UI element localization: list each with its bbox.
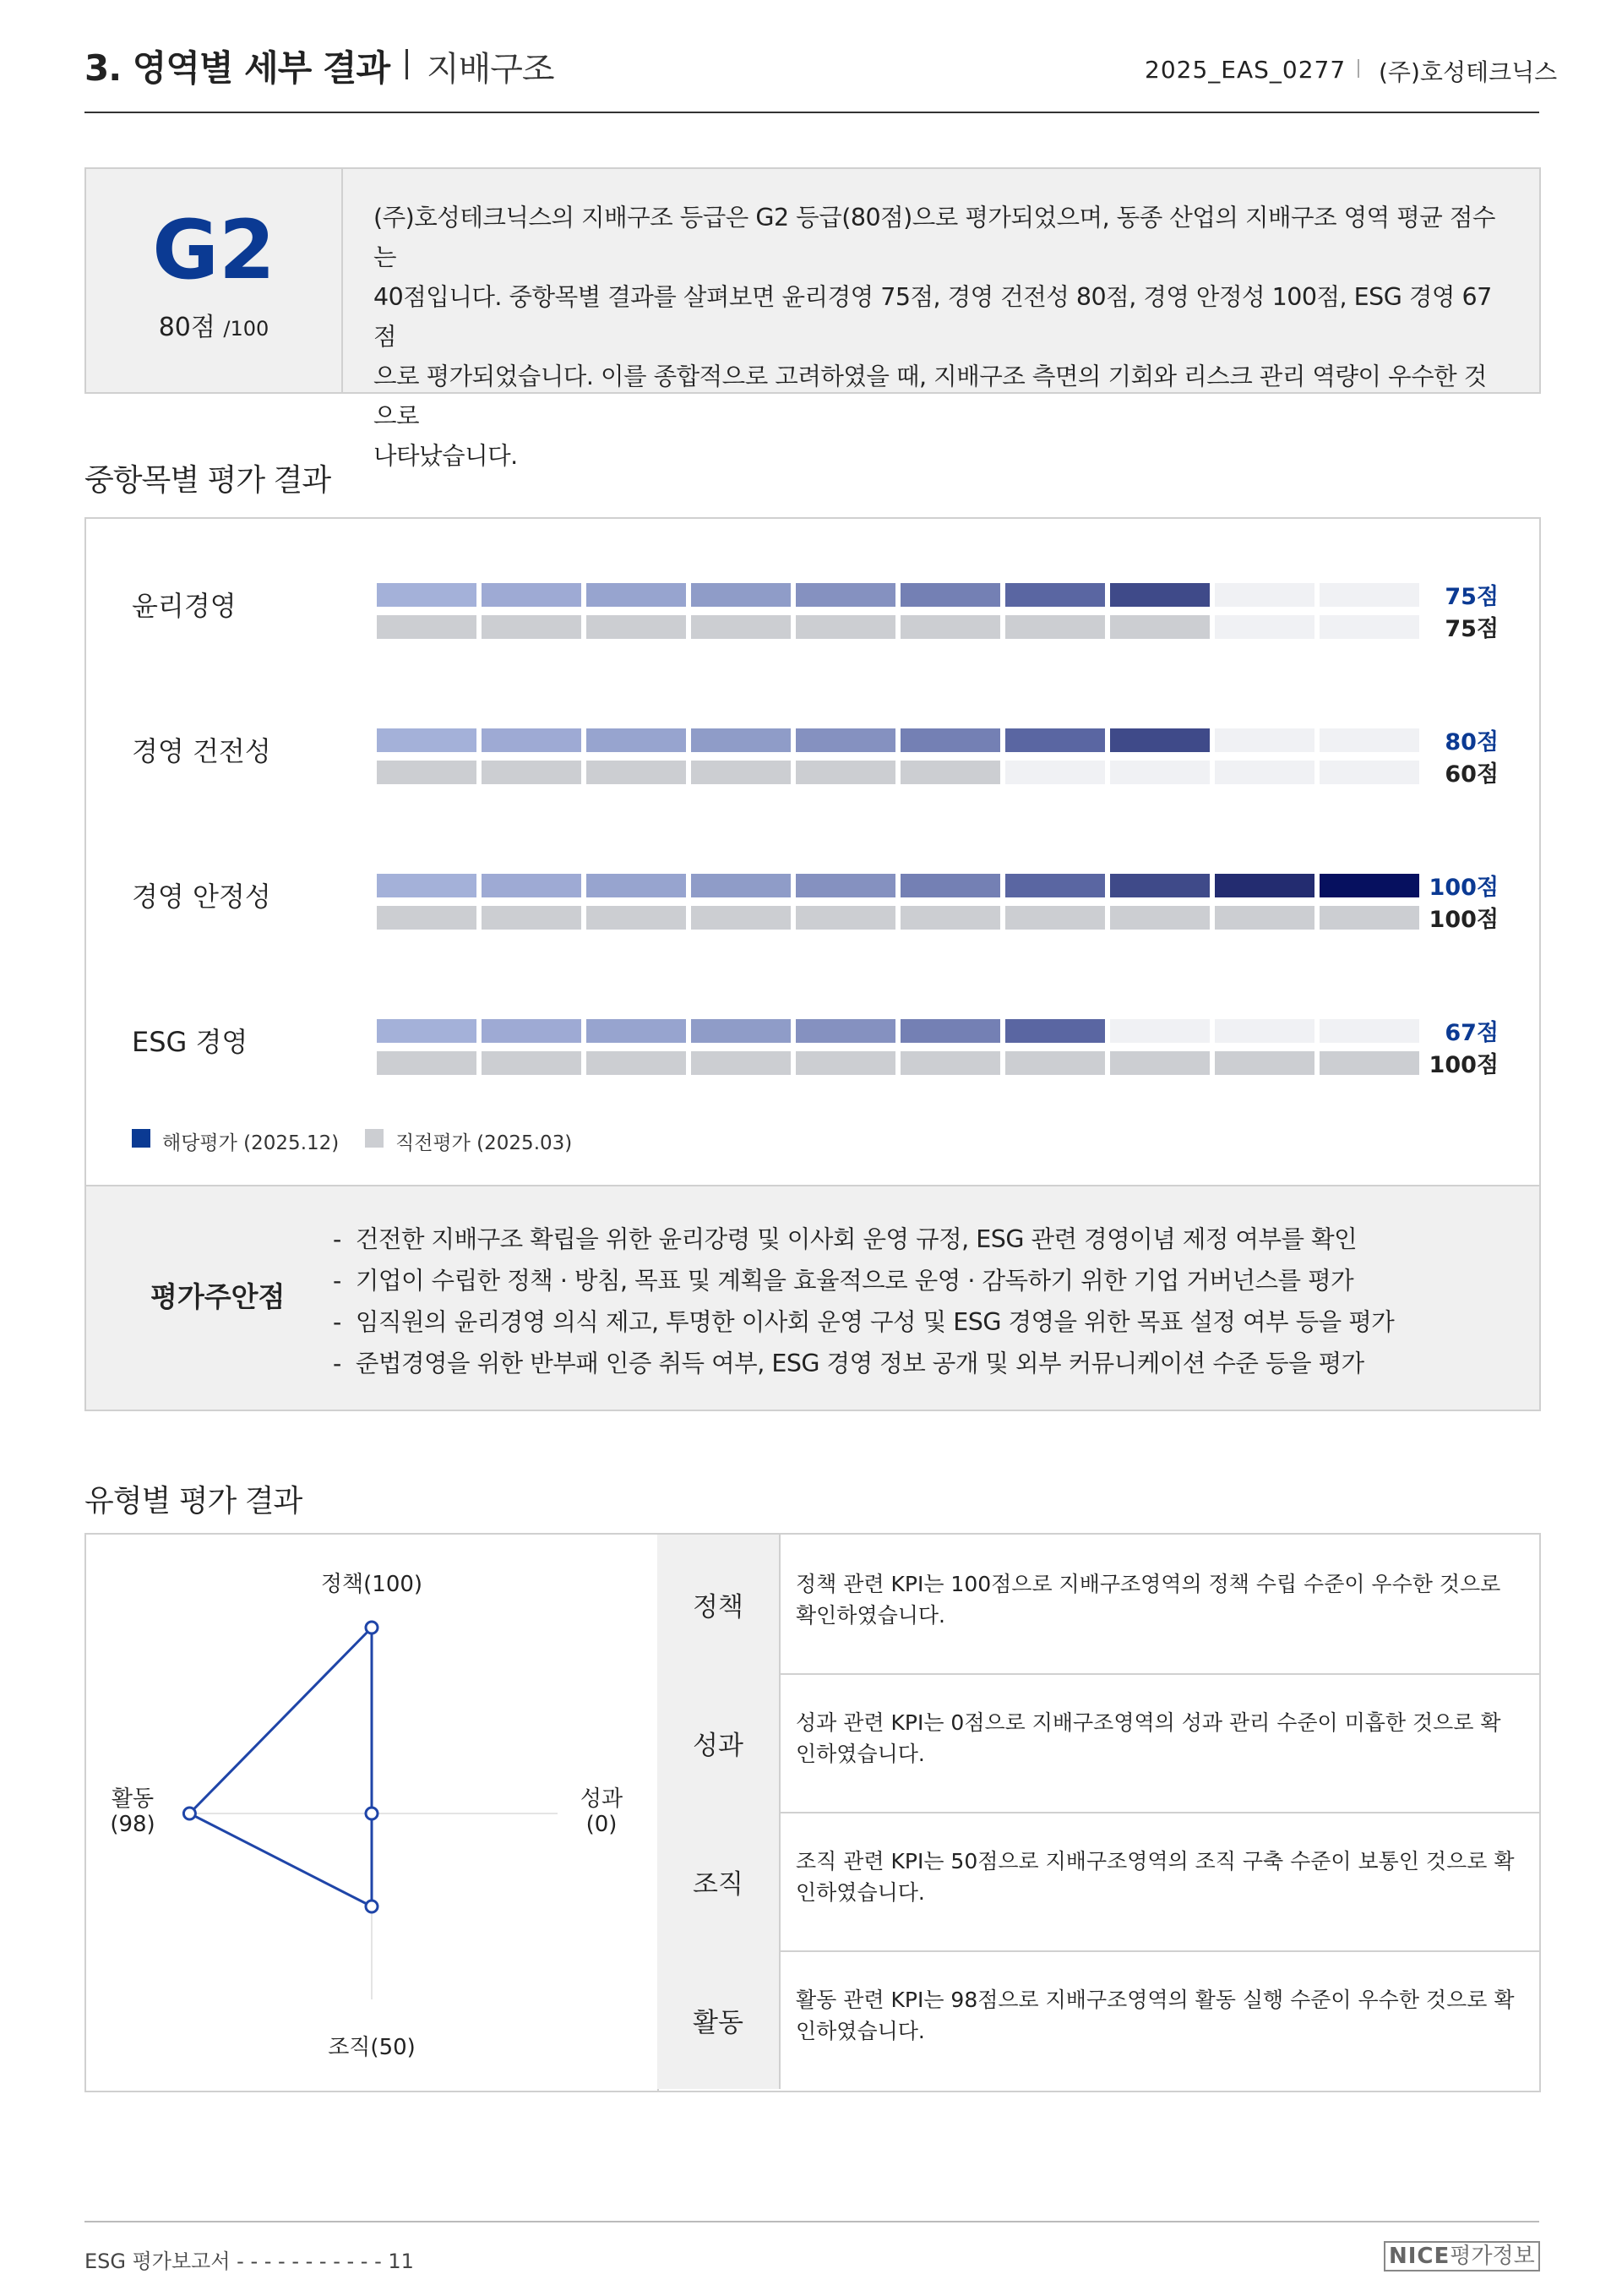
bar-segment-current [1320, 1019, 1419, 1043]
type-description-line: 확인하였습니다. [796, 1603, 945, 1628]
summary-divider [341, 169, 343, 392]
bar-segment-current [1110, 874, 1210, 897]
summary-text [373, 198, 1505, 476]
bar-segment-current [377, 583, 476, 607]
bar-segment-previous [1215, 761, 1314, 784]
type-description-line: 인하였습니다. [796, 1742, 925, 1766]
note-text: 임직원의 윤리경영 의식 제고, 투명한 이사회 운영 구성 및 ESG 경영을 위한 목표 설정 여부 등을 평가 [355, 1308, 1395, 1336]
bar-segment-previous [901, 906, 1000, 930]
score-value: 80점 [158, 313, 215, 342]
radar-label-activity [86, 1786, 179, 1837]
bar-segment-previous [691, 1051, 791, 1075]
note-item: - 기업이 수립한 정책 · 방침, 목표 및 계획을 효율적으로 운영 · 감독하기 위한 기업 거버넌스를 평가 [333, 1267, 1354, 1295]
type-row-policy [657, 1535, 1539, 1675]
radar-chart [86, 1535, 659, 2091]
nice-logo [1384, 2241, 1540, 2271]
type-description [796, 1984, 1522, 2047]
note-item: - 준법경영을 위한 반부패 인증 취득 여부, ESG 경영 정보 공개 및 외부 커뮤니케이션 수준 등을 평가 [333, 1350, 1364, 1377]
bar-segment-current [586, 583, 686, 607]
note-item: - 임직원의 윤리경영 의식 제고, 투명한 이사회 운영 구성 및 ESG 경영을 위한 목표 설정 여부 등을 평가 [333, 1308, 1395, 1336]
radar-label-performance [551, 1786, 652, 1837]
bar-segment-previous [482, 1051, 581, 1075]
radar-label-policy: 정책(100) [320, 1572, 423, 1597]
bar-segment-previous [586, 615, 686, 639]
category-label: 윤리경영 [132, 590, 237, 622]
title-separator [406, 49, 408, 79]
legend-swatch-previous [365, 1129, 384, 1148]
bar-segment-previous [1005, 1051, 1105, 1075]
bar-segment-current [901, 583, 1000, 607]
type-name: 정책 [657, 1535, 781, 1673]
type-description-line: 인하였습니다. [796, 1880, 925, 1905]
bar-segment-current [796, 874, 895, 897]
bar-segment-current [691, 728, 791, 752]
bar-segment-previous [796, 761, 895, 784]
bar-segment-current [1110, 728, 1210, 752]
radar-label-value: (0) [585, 1812, 618, 1837]
bar-segment-previous [586, 1051, 686, 1075]
legend-label-current: 해당평가 (2025.12) [162, 1132, 340, 1154]
bar-segment-previous [796, 1051, 895, 1075]
type-name: 활동 [657, 1950, 781, 2089]
score-max: /100 [223, 317, 269, 341]
bar-segment-previous [1215, 615, 1314, 639]
notes-title: 평가주안점 [150, 1280, 286, 1313]
type-description [796, 1846, 1522, 1908]
bar-segment-current [691, 874, 791, 897]
bar-segment-previous [691, 615, 791, 639]
bar-segment-current [1110, 1019, 1210, 1043]
type-section-title: 유형별 평가 결과 [84, 1484, 302, 1519]
bar-segment-current [482, 728, 581, 752]
bar-segment-previous [1005, 615, 1105, 639]
summary-line: 40점입니다. 중항목별 결과를 살펴보면 윤리경영 75점, 경영 건전성 80점, 경영 안정성 100점, ESG 경영 67점 [373, 283, 1492, 351]
bar-segment-previous [1005, 761, 1105, 784]
grade-badge: G2 [152, 203, 275, 297]
summary-box [84, 167, 1541, 470]
report-code: 2025_EAS_0277 [1145, 56, 1347, 84]
type-description-line: 정책 관련 KPI는 100점으로 지배구조영역의 정책 수립 수준이 우수한 것으로 [796, 1572, 1501, 1596]
type-name: 조직 [657, 1812, 781, 1950]
type-row-activity [657, 1950, 1539, 2089]
bar-segment-previous [1320, 906, 1419, 930]
bar-segment-current [691, 583, 791, 607]
bar-segment-previous [377, 1051, 476, 1075]
note-text: 기업이 수립한 정책 · 방침, 목표 및 계획을 효율적으로 운영 · 감독하기 위한 기업 거버넌스를 평가 [355, 1267, 1354, 1295]
bar-segment-current [377, 874, 476, 897]
type-name: 성과 [657, 1673, 781, 1812]
value-label-previous: 60점 [1445, 761, 1499, 788]
header-rule [84, 112, 1539, 113]
type-description-line: 활동 관련 KPI는 98점으로 지배구조영역의 활동 실행 수준이 우수한 것으로 확 [796, 1988, 1515, 2012]
bar-segment-previous [1110, 1051, 1210, 1075]
bar-segment-current [901, 728, 1000, 752]
header-divider [1358, 59, 1359, 78]
radar-point [183, 1808, 195, 1819]
bar-segment-current [691, 1019, 791, 1043]
footer-rule [84, 2221, 1539, 2222]
bar-segment-previous [482, 906, 581, 930]
bar-segment-previous [796, 615, 895, 639]
page-subtitle: 지배구조 [427, 50, 554, 89]
evaluation-notes [84, 1185, 1541, 1411]
footer-page-info: ESG 평가보고서 - - - - - - - - - - - 11 [84, 2250, 414, 2273]
note-text: 건전한 지배구조 확립을 위한 윤리강령 및 이사회 운영 규정, ESG 관련 경영이념 제정 여부를 확인 [355, 1225, 1358, 1253]
bar-segment-previous [1110, 761, 1210, 784]
bar-segment-current [1320, 728, 1419, 752]
type-description [796, 1568, 1522, 1631]
category-label: 경영 안정성 [132, 881, 271, 913]
value-label-current: 100점 [1429, 875, 1499, 901]
value-label-previous: 100점 [1429, 1052, 1499, 1078]
bar-segment-current [1005, 1019, 1105, 1043]
summary-line: 으로 평가되었습니다. 이를 종합적으로 고려하였을 때, 지배구조 측면의 기회와 리스크 관리 역량이 우수한 것으로 [373, 363, 1487, 430]
bar-segment-current [1215, 874, 1314, 897]
bar-segment-previous [691, 906, 791, 930]
radar-polygon [189, 1628, 372, 1906]
type-row-organization [657, 1812, 1539, 1952]
radar-point [366, 1808, 378, 1819]
logo-sub: 평가정보 [1450, 2244, 1535, 2269]
bar-segment-current [482, 583, 581, 607]
bar-segment-previous [1215, 906, 1314, 930]
company-name: (주)호성테크닉스 [1379, 58, 1558, 86]
bar-chart [84, 517, 1541, 1188]
bar-segment-previous [796, 906, 895, 930]
bar-segment-current [586, 874, 686, 897]
bar-segment-previous [901, 761, 1000, 784]
radar-point [366, 1901, 378, 1912]
logo-main: NICE [1389, 2244, 1451, 2269]
bar-segment-current [482, 874, 581, 897]
bar-segment-current [377, 1019, 476, 1043]
bar-segment-previous [377, 906, 476, 930]
bar-segment-previous [1320, 1051, 1419, 1075]
type-description-line: 조직 관련 KPI는 50점으로 지배구조영역의 조직 구축 수준이 보통인 것으로 확 [796, 1849, 1515, 1873]
bar-segment-current [1215, 583, 1314, 607]
bar-segment-current [377, 728, 476, 752]
radar-label-name: 성과 [580, 1786, 623, 1812]
radar-label-name: 활동 [111, 1786, 155, 1812]
bar-segment-previous [482, 761, 581, 784]
note-item: - 건전한 지배구조 확립을 위한 윤리강령 및 이사회 운영 규정, ESG 관련 경영이념 제정 여부를 확인 [333, 1225, 1358, 1253]
grade-score [86, 306, 341, 343]
bar-segment-current [796, 583, 895, 607]
category-label: ESG 경영 [132, 1026, 248, 1058]
bar-segment-previous [377, 615, 476, 639]
bar-segment-previous [901, 1051, 1000, 1075]
value-label-current: 67점 [1445, 1020, 1499, 1046]
bar-segment-previous [1005, 906, 1105, 930]
midcat-section-title: 중항목별 평가 결과 [84, 463, 331, 498]
bar-segment-current [796, 1019, 895, 1043]
bar-segment-current [1110, 583, 1210, 607]
bar-segment-current [1215, 728, 1314, 752]
bar-segment-previous [1110, 906, 1210, 930]
type-description [796, 1707, 1522, 1770]
bar-segment-previous [1110, 615, 1210, 639]
bar-segment-current [1320, 583, 1419, 607]
bar-segment-current [901, 1019, 1000, 1043]
category-label: 경영 건전성 [132, 735, 271, 767]
bar-segment-previous [586, 906, 686, 930]
type-description-line: 성과 관련 KPI는 0점으로 지배구조영역의 성과 관리 수준이 미흡한 것으로 확 [796, 1710, 1501, 1735]
bar-segment-current [586, 1019, 686, 1043]
radar-label-value: (98) [110, 1812, 155, 1837]
bar-segment-previous [901, 615, 1000, 639]
legend-label-previous: 직전평가 (2025.03) [395, 1132, 573, 1154]
page-title: 3. 영역별 세부 결과 [84, 47, 390, 89]
bar-segment-previous [482, 615, 581, 639]
bar-segment-previous [691, 761, 791, 784]
bar-segment-previous [1320, 761, 1419, 784]
bar-segment-current [1320, 874, 1419, 897]
bar-segment-current [1005, 583, 1105, 607]
bar-segment-current [901, 874, 1000, 897]
bar-segment-current [796, 728, 895, 752]
bar-segment-previous [1320, 615, 1419, 639]
note-text: 준법경영을 위한 반부패 인증 취득 여부, ESG 경영 정보 공개 및 외부 커뮤니케이션 수준 등을 평가 [355, 1350, 1364, 1377]
bar-segment-current [1005, 874, 1105, 897]
value-label-previous: 100점 [1429, 907, 1499, 933]
bar-segment-current [1005, 728, 1105, 752]
bar-segment-previous [586, 761, 686, 784]
summary-line: 나타났습니다. [373, 442, 518, 470]
type-description-line: 인하였습니다. [796, 2019, 925, 2043]
radar-label-organization: 조직(50) [328, 2035, 416, 2060]
type-results [84, 1533, 1541, 2092]
radar-point [366, 1622, 378, 1633]
bar-segment-previous [377, 761, 476, 784]
summary-line: (주)호성테크닉스의 지배구조 등급은 G2 등급(80점)으로 평가되었으며, 동종 산업의 지배구조 영역 평균 점수는 [373, 204, 1495, 271]
bar-segment-current [1215, 1019, 1314, 1043]
type-row-performance [657, 1673, 1539, 1813]
value-label-current: 80점 [1445, 729, 1499, 755]
bar-segment-previous [1215, 1051, 1314, 1075]
legend-swatch-current [132, 1129, 150, 1148]
bar-segment-current [482, 1019, 581, 1043]
bar-segment-current [586, 728, 686, 752]
value-label-previous: 75점 [1445, 616, 1499, 642]
value-label-current: 75점 [1445, 584, 1499, 610]
